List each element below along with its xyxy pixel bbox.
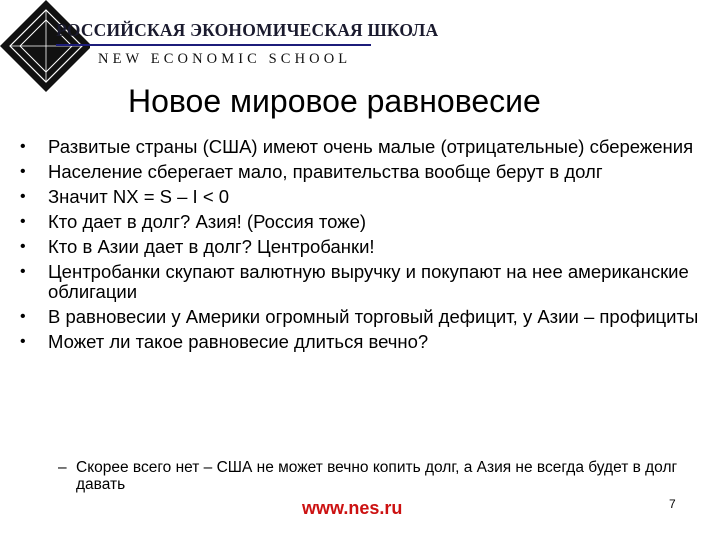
dash-icon: – bbox=[58, 459, 67, 476]
logo-english-text: NEW ECONOMIC SCHOOL bbox=[98, 51, 352, 67]
footer-url-link[interactable]: www.nes.ru bbox=[302, 498, 403, 518]
bullet-item bbox=[18, 212, 708, 232]
bullet-dot-icon: • bbox=[20, 163, 26, 180]
bullet-item bbox=[18, 162, 708, 182]
page-number: 7 bbox=[669, 497, 676, 511]
bullet-item bbox=[18, 332, 708, 352]
bullet-text: Кто дает в долг? Азия! (Россия тоже) bbox=[48, 211, 367, 232]
sub-bullet-text: Скорее всего нет – США не может вечно копить долг, а Азия не всегда будет в долг давать bbox=[76, 459, 678, 493]
bullet-text: Население сберегает мало, правительства вообще берут в долг bbox=[48, 161, 603, 182]
bullet-item bbox=[18, 237, 708, 257]
logo-russian-text: РОССИЙСКАЯ ЭКОНОМИЧЕСКАЯ ШКОЛА bbox=[56, 20, 439, 40]
bullet-dot-icon: • bbox=[20, 188, 26, 205]
bullet-dot-icon: • bbox=[20, 333, 26, 350]
sub-bullet-item bbox=[58, 459, 688, 493]
bullet-item bbox=[18, 262, 708, 302]
bullet-text: Кто в Азии дает в долг? Центробанки! bbox=[48, 236, 375, 257]
bullet-dot-icon: • bbox=[20, 238, 26, 255]
bullet-text: Может ли такое равновесие длиться вечно? bbox=[48, 331, 429, 352]
bullet-item bbox=[18, 187, 708, 207]
sub-bullet-list bbox=[58, 459, 688, 493]
nes-logo-diamond-icon bbox=[0, 0, 90, 110]
bullet-list bbox=[18, 137, 708, 357]
bullet-dot-icon: • bbox=[20, 263, 26, 280]
bullet-text: Значит NX = S – I < 0 bbox=[48, 186, 230, 207]
bullet-dot-icon: • bbox=[20, 213, 26, 230]
slide-title: Новое мировое равновесие bbox=[128, 83, 541, 119]
bullet-item bbox=[18, 307, 708, 327]
bullet-text: Центробанки скупают валютную выручку и покупают на нее американские облигации bbox=[48, 261, 689, 302]
bullet-dot-icon: • bbox=[20, 308, 26, 325]
bullet-text: Развитые страны (США) имеют очень малые (отрицательные) сбережения bbox=[48, 136, 694, 157]
bullet-item bbox=[18, 137, 708, 157]
bullet-text: В равновесии у Америки огромный торговый дефицит, у Азии – профициты bbox=[48, 306, 699, 327]
bullet-dot-icon: • bbox=[20, 138, 26, 155]
logo-rule bbox=[56, 44, 371, 46]
